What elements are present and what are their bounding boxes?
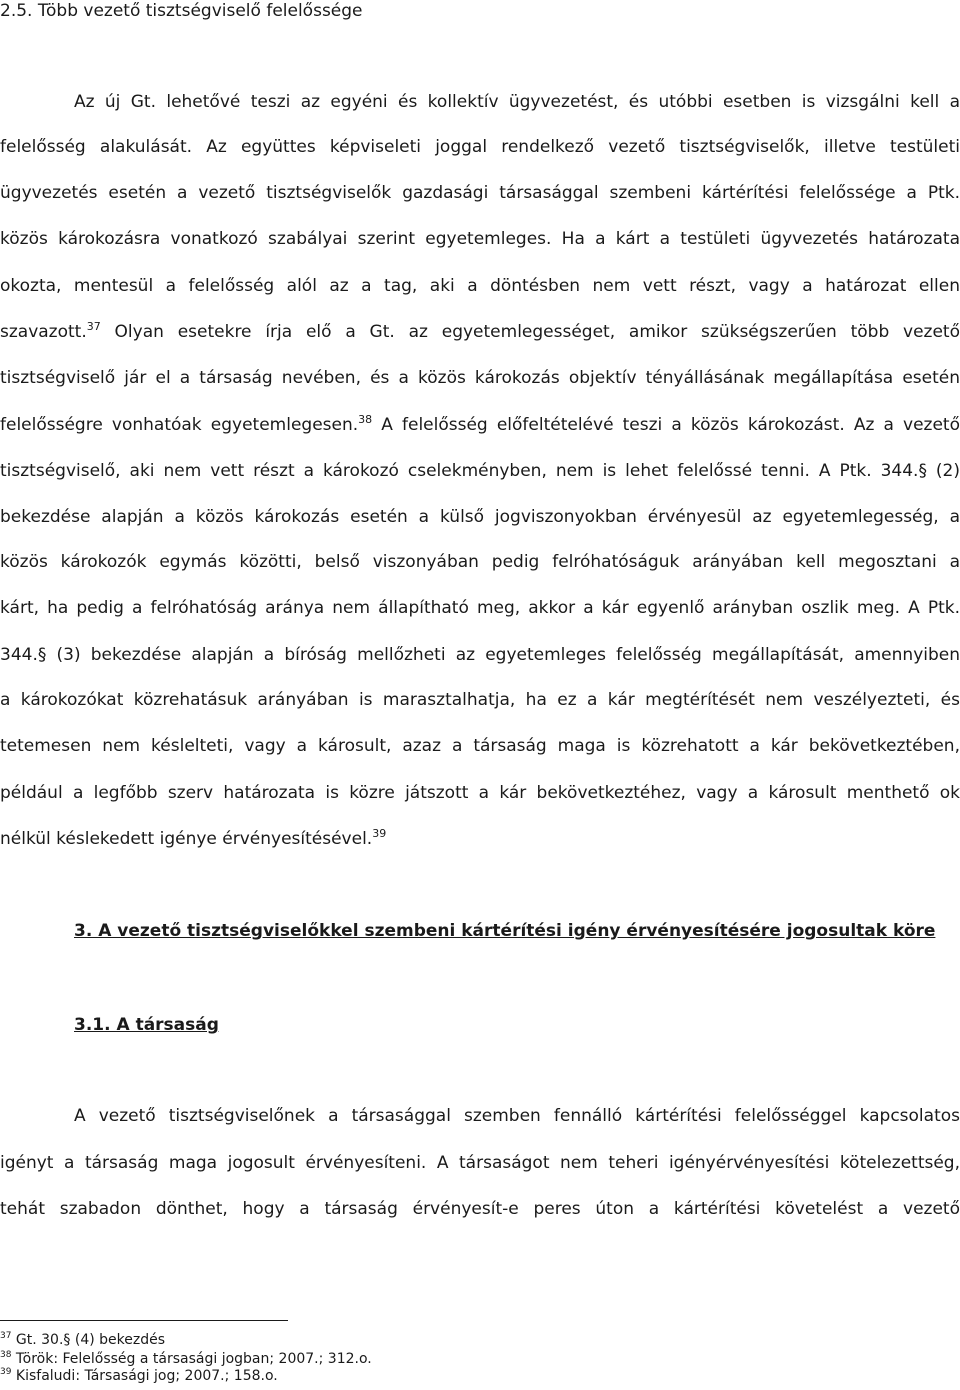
subsection-heading: 3.1. A társaság [74, 1015, 219, 1035]
footnote [0, 1332, 165, 1349]
footnote-ref-37: 37 [86, 320, 101, 333]
paragraph-line [0, 414, 960, 436]
footnote-text: Török: Felelősség a társasági jogban; 2007.; 312.o. [15, 1351, 372, 1367]
paragraph-line [0, 828, 960, 850]
paragraph-line: tehát szabadon dönthet, hogy a társaság érvényesít-e peres úton a kártérítési követelést a vezető [0, 1199, 960, 1219]
footnote [0, 1368, 278, 1385]
paragraph-line: kárt, ha pedig a felróhatóság aránya nem állapítható meg, akkor a kár egyenlő arányban oszlik meg. A Ptk. [0, 598, 960, 618]
footnote-text: Kisfaludi: Társasági jog; 2007.; 158.o. [15, 1368, 278, 1384]
paragraph-line: a károkozókat közrehatásuk arányában is marasztalhatja, ha ez a kár megtérítését nem veszélyezteti, és [0, 690, 960, 710]
paragraph-line: bekezdése alapján a közös károkozás esetén a külső jogviszonyokban érvényesül az egyetemlegesség, a [0, 507, 960, 527]
line-text: nélkül késlekedett igénye érvényesítésével. [0, 829, 373, 849]
paragraph-line: például a legfőbb szerv határozata is közre játszott a kár bekövetkeztéhez, vagy a károsult menthető ok [0, 783, 960, 803]
paragraph-line: igényt a társaság maga jogosult érvényesíteni. A társaságot nem teheri igényérvényesítési kötelezettség, [0, 1153, 960, 1173]
footnote-ref-38: 38 [358, 413, 373, 426]
paragraph-line: A vezető tisztségviselőnek a társasággal szemben fennálló kártérítési felelősséggel kapcsolatos [74, 1106, 960, 1126]
line-text: Olyan esetekre írja elő a Gt. az egyetemlegességet, amikor szükségszerűen több vezető [100, 322, 960, 342]
chapter-heading: 3. A vezető tisztségviselőkkel szembeni kártérítési igény érvényesítésére jogosultak köre [74, 921, 936, 941]
paragraph-line: ügyvezetés esetén a vezető tisztségviselők gazdasági társasággal szembeni kártérítési felelőssége a Ptk. [0, 183, 960, 203]
footnote-number: 37 [0, 1331, 12, 1341]
paragraph-line: felelősség alakulását. Az együttes képviseleti joggal rendelkező vezető tisztségviselők, illetve testületi [0, 137, 960, 157]
paragraph-line [0, 321, 960, 343]
paragraph-line: Az új Gt. lehetővé teszi az egyéni és kollektív ügyvezetést, és utóbbi esetben is vizsgálni kell a [74, 92, 960, 112]
footnote-ref-39: 39 [372, 827, 387, 840]
line-text: felelősségre vonhatóak egyetemlegesen. [0, 415, 359, 435]
footnote [0, 1351, 372, 1368]
line-text: szavazott. [0, 322, 87, 342]
footnote-separator [0, 1320, 288, 1321]
paragraph-line: közös károkozók egymás közötti, belső viszonyában pedig felróhatóságuk arányában kell megosztani a [0, 552, 960, 572]
footnote-number: 38 [0, 1350, 12, 1360]
footnote-text: Gt. 30.§ (4) bekezdés [15, 1332, 166, 1348]
paragraph-line: tetemesen nem késlelteti, vagy a károsult, azaz a társaság maga is közrehatott a kár bekövetkeztében, [0, 736, 960, 756]
footnote-number: 39 [0, 1367, 12, 1377]
paragraph-line: okozta, mentesül a felelősség alól az a tag, aki a döntésben nem vett részt, vagy a határozat ellen [0, 276, 960, 296]
paragraph-line: 344.§ (3) bekezdése alapján a bíróság mellőzheti az egyetemleges felelősség megállapítását, amennyiben [0, 645, 960, 665]
paragraph-line: közös károkozásra vonatkozó szabályai szerint egyetemleges. Ha a kárt a testületi ügyvezetés határozata [0, 229, 960, 249]
paragraph-line: tisztségviselő jár el a társaság nevében, és a közös károkozás objektív tényállásának megállapítása esetén [0, 368, 960, 388]
paragraph-line: tisztségviselő, aki nem vett részt a károkozó cselekményben, nem is lehet felelőssé tenni. A Ptk. 344.§ (2) [0, 461, 960, 481]
section-title: 2.5. Több vezető tisztségviselő felelőssége [0, 1, 363, 21]
line-text: A felelősség előfeltételévé teszi a közös károkozást. Az a vezető [372, 415, 960, 435]
